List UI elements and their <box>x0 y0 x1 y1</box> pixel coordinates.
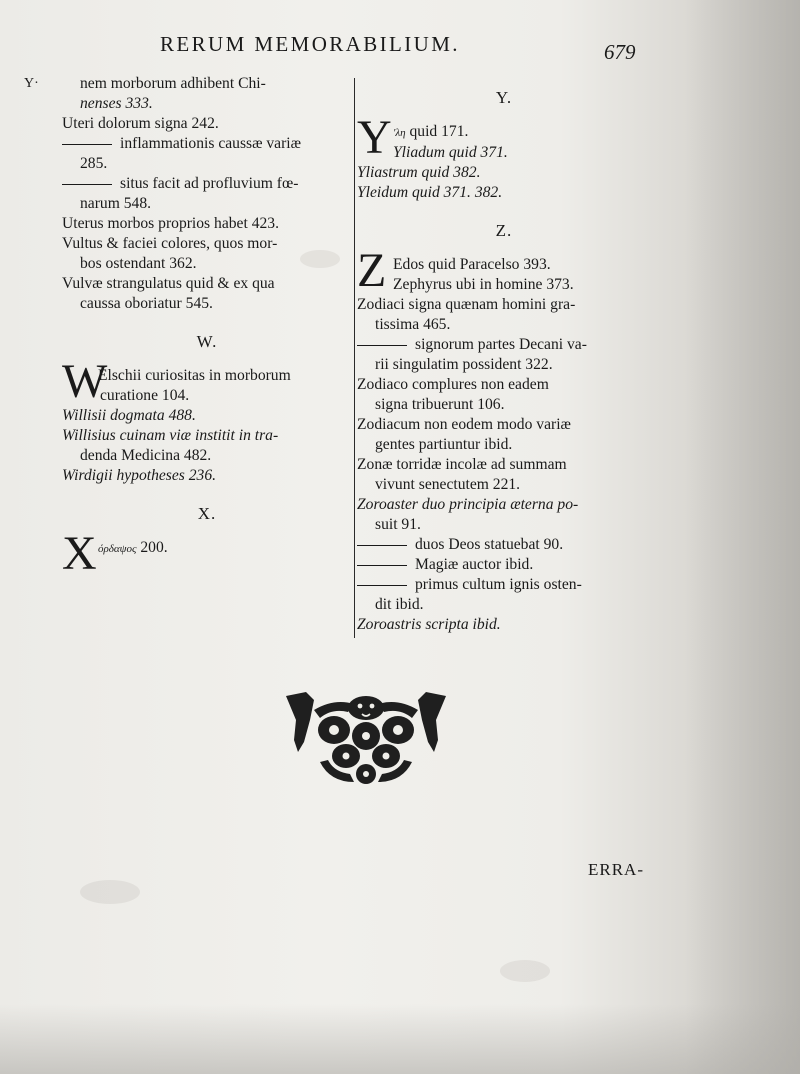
section-heading-x: X. <box>197 504 217 523</box>
index-entry <box>62 134 352 174</box>
index-entry <box>357 555 651 575</box>
index-entry <box>357 535 651 555</box>
entry-line: 'λη quid 171. <box>393 123 469 140</box>
drop-cap-letter: Z <box>357 244 387 297</box>
drop-cap-letter: W <box>62 355 108 408</box>
ditto-dash <box>62 184 112 185</box>
entry-line: dit ibid. <box>375 596 424 613</box>
page-shadow-right <box>685 0 800 1074</box>
greek-word: 'λη <box>393 127 406 139</box>
running-head: RERUM MEMORABILIUM. <box>160 32 460 56</box>
entry-line: Zephyrus ubi in homine 373. <box>393 276 574 293</box>
drop-cap-letter: X <box>62 527 97 580</box>
paper-stain <box>500 960 550 982</box>
entry-line: rii singulatim possident 322. <box>375 356 553 373</box>
page-shadow-bottom <box>0 1004 800 1074</box>
section-heading-y: Y. <box>495 88 513 107</box>
index-entry <box>62 466 352 486</box>
floral-tailpiece-ornament-icon <box>284 690 448 788</box>
entry-line: tissima 465. <box>375 316 451 333</box>
entry-line: narum 548. <box>80 195 152 212</box>
entry-line: bos ostendant 362. <box>80 255 197 272</box>
index-entry-drop-cap <box>62 527 352 580</box>
index-entry <box>357 575 651 615</box>
index-entry <box>62 214 352 234</box>
entry-line: Uteri dolorum signa 242. <box>62 115 219 132</box>
index-entry <box>62 74 352 114</box>
entry-line: Yliastrum quid 382. <box>357 164 481 181</box>
section-heading-z: Z. <box>495 221 513 240</box>
entry-line: Wirdigii hypotheses 236. <box>62 467 217 484</box>
entry-line: curatione 104. <box>100 387 190 404</box>
entry-line: Zoroastris scripta ibid. <box>357 616 501 633</box>
entry-line: Willisius cuinam viæ institit in tra- <box>62 427 279 444</box>
entry-line: Zodiaco complures non eadem <box>357 376 549 393</box>
index-entry <box>357 615 651 635</box>
index-entry <box>62 114 352 134</box>
margin-mark: Y· <box>24 76 39 91</box>
index-entry <box>357 183 651 203</box>
ditto-dash <box>62 144 112 145</box>
entry-line: nem morborum adhibent Chi- <box>80 75 266 92</box>
entry-line: vivunt senectutem 221. <box>375 476 521 493</box>
column-divider <box>354 78 355 638</box>
drop-cap-letter: Y <box>357 111 392 164</box>
ditto-dash <box>357 345 407 346</box>
entry-line: Uterus morbos proprios habet 423. <box>62 215 279 232</box>
ditto-dash <box>357 565 407 566</box>
index-entry-drop-cap <box>357 111 651 164</box>
ditto-dash <box>357 585 407 586</box>
entry-line: duos Deos statuebat 90. <box>357 535 651 555</box>
index-entry <box>357 295 651 335</box>
index-entry <box>62 274 352 314</box>
entry-line: inflammationis caussæ variæ <box>62 134 352 154</box>
entry-line: Vultus & faciei colores, quos mor- <box>62 235 278 252</box>
catchword: ERRA- <box>588 860 644 879</box>
index-column-left <box>62 74 352 578</box>
entry-line: Zodiaci signa quænam homini gra- <box>357 296 576 313</box>
entry-line: Vulvæ strangulatus quid & ex qua <box>62 275 275 292</box>
entry-line: όρδαψος 200. <box>98 539 168 556</box>
page-number: 679 <box>604 40 636 64</box>
index-entry <box>62 426 352 466</box>
paper-stain <box>80 880 140 904</box>
entry-line: primus cultum ignis osten- <box>357 575 651 595</box>
entry-line: Zoroaster duo principia æterna po- <box>357 496 579 513</box>
entry-line: Zonæ torridæ incolæ ad summam <box>357 456 567 473</box>
index-entry <box>357 455 651 495</box>
index-entry <box>62 174 352 214</box>
index-entry-drop-cap <box>62 355 352 408</box>
index-entry <box>357 375 651 415</box>
section-heading-w: W. <box>196 332 218 351</box>
index-entry <box>357 415 651 455</box>
entry-line: suit 91. <box>375 516 421 533</box>
entry-line: signa tribuerunt 106. <box>375 396 505 413</box>
index-entry-drop-cap <box>357 244 651 297</box>
entry-line: Edos quid Paracelso 393. <box>393 256 551 273</box>
entry-line: denda Medicina 482. <box>80 447 212 464</box>
entry-line: signorum partes Decani va- <box>357 335 651 355</box>
index-entry <box>62 234 352 274</box>
entry-line: caussa oboriatur 545. <box>80 295 213 312</box>
entry-line: Willisii dogmata 488. <box>62 407 196 424</box>
index-entry <box>357 495 651 535</box>
entry-line: 285. <box>80 155 108 172</box>
index-entry <box>62 406 352 426</box>
entry-line: nenses 333. <box>80 95 153 112</box>
index-column-right <box>357 74 651 635</box>
ditto-dash <box>357 545 407 546</box>
entry-line: gentes partiuntur ibid. <box>375 436 513 453</box>
entry-line: Yleidum quid 371. 382. <box>357 184 503 201</box>
index-entry <box>357 335 651 375</box>
entry-line: Magiæ auctor ibid. <box>357 555 651 575</box>
entry-line: Elschii curiositas in morborum <box>98 367 291 384</box>
entry-line: Yliadum quid 371. <box>393 144 508 161</box>
entry-line: Zodiacum non eodem modo variæ <box>357 416 571 433</box>
entry-line: situs facit ad profluvium fœ- <box>62 174 352 194</box>
greek-word: όρδαψος <box>98 543 137 555</box>
index-entry <box>357 163 651 183</box>
